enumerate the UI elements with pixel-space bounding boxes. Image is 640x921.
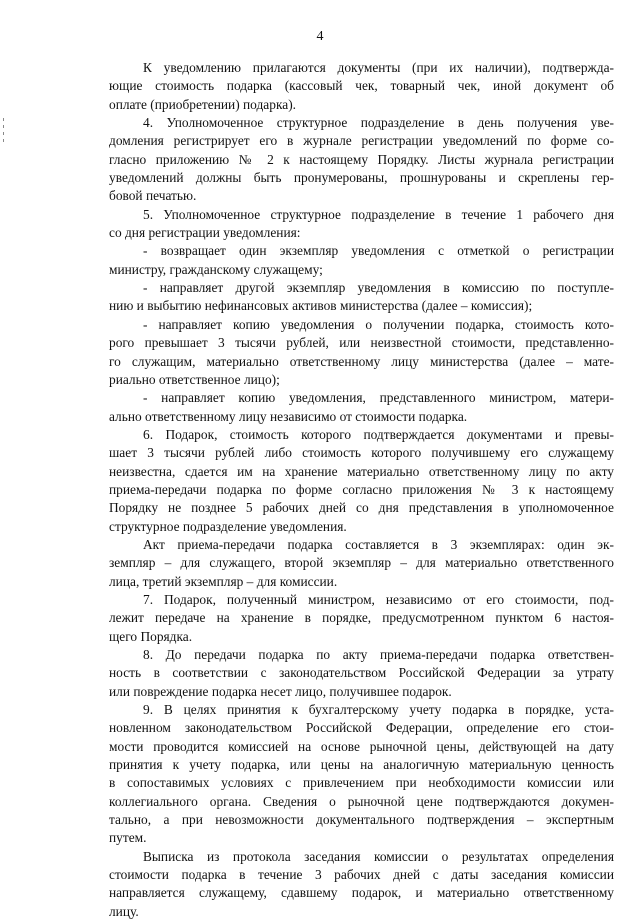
text-line: или повреждение подарка несет лицо, получившее подарок. <box>109 683 452 699</box>
page-number: 4 <box>316 29 324 44</box>
text-line: лицу. <box>109 903 139 919</box>
text-line: структурное подразделение уведомления. <box>109 518 347 534</box>
text-line: гласно приложению № 2 к настоящему Порядку. Листы журнала регистрации <box>109 151 614 167</box>
text-line: лежит передаче на хранение в порядке, предусмотренном пунктом 6 настоя- <box>109 610 614 626</box>
paragraph-first-line: Акт приема-передачи подарка составляется в 3 экземплярах: один эк- <box>143 536 614 552</box>
text-line: стоимости подарка в течение 3 рабочих дней с даты заседания комиссии <box>109 867 614 883</box>
text-line: путем. <box>109 830 147 846</box>
paragraph-first-line: 8. До передачи подарка по акту приема-передачи подарка ответствен- <box>143 647 614 662</box>
text-line: шает 3 тысячи рублей либо стоимость которого получившему его служащему <box>109 445 614 461</box>
text-line: Порядку не позднее 5 рабочих дней со дня представления в уполномоченное <box>109 500 614 516</box>
text-line: риально ответственное лицо); <box>109 371 280 387</box>
paragraph-first-line: 9. В целях принятия к бухгалтерскому учету подарка в порядке, уста- <box>143 702 614 718</box>
text-line: лица, третий экземпляр – для комиссии. <box>109 573 338 589</box>
paragraph-first-line: 5. Уполномоченное структурное подразделение в течение 1 рабочего дня <box>143 206 614 222</box>
paragraph-first-line: - направляет другой экземпляр уведомления в комиссию по поступле- <box>143 280 614 296</box>
paragraph-first-line: К уведомлению прилагаются документы (при их наличии), подтвержда- <box>143 60 614 75</box>
paragraph-first-line: - возвращает один экземпляр уведомления с отметкой о регистрации <box>143 243 614 259</box>
paragraph-first-line: - направляет копию уведомления, представленного министром, матери- <box>143 390 614 406</box>
text-line: новленном законодательством Российской Федерации, определение его стои- <box>109 720 614 736</box>
text-line: направляется служащему, сдавшему подарок, и материально ответственному <box>109 885 614 901</box>
paragraph-first-line: 7. Подарок, полученный министром, независимо от его стоимости, под- <box>143 591 614 607</box>
text-line: бовой печатью. <box>109 188 197 204</box>
paragraph-first-line: 4. Уполномоченное структурное подразделение в день получения уве- <box>143 115 614 131</box>
text-line: ально ответственному лицу независимо от стоимости подарка. <box>109 408 468 424</box>
paragraph-first-line: - направляет копию уведомления о получении подарка, стоимость кото- <box>143 316 614 332</box>
text-line: домления регистрирует его в журнале регистрации уведомлений по форме со- <box>109 133 614 149</box>
text-line: нию и выбытию нефинансовых активов министерства (далее – комиссия); <box>109 298 533 314</box>
scan-margin-marks <box>3 118 5 146</box>
text-line: министру, гражданскому служащему; <box>109 261 323 277</box>
text-line: оплате (приобретении) подарка). <box>109 96 296 112</box>
text-line: го служащим, материально ответственному лицу министерства (далее – мате- <box>109 353 614 369</box>
text-line: ющие стоимость подарка (кассовый чек, товарный чек, иной документ об <box>109 78 614 94</box>
text-line: щего Порядка. <box>109 628 193 644</box>
text-line: приема-передачи подарка по форме согласно приложения № 3 к настоящему <box>109 481 614 497</box>
text-line: принятия к учету подарка, или цены на аналогичную материальную ценность <box>109 757 614 773</box>
text-line: уведомлений должны быть пронумерованы, прошнурованы и скреплены гер- <box>109 170 614 186</box>
text-line: коллегиального органа. Сведения о рыночной цене подтверждаются докумен- <box>109 793 614 809</box>
text-line: ность в соответствии с законодательством Российской Федерации за утрату <box>109 665 614 681</box>
document-body <box>109 59 614 921</box>
text-line: неизвестна, сдается им на хранение материально ответственному лицу по акту <box>109 463 614 479</box>
text-line: со дня регистрации уведомления: <box>109 225 301 241</box>
paragraph-first-line: 6. Подарок, стоимость которого подтверждается документами и превы- <box>143 426 614 442</box>
text-line: в сопоставимых условиях с привлечением при необходимости комиссии или <box>109 775 614 791</box>
text-line: рого превышает 3 тысячи рублей, или неизвестной стоимости, представленно- <box>109 335 614 351</box>
text-line: земпляр – для служащего, второй экземпляр – для материально ответственного <box>109 555 614 571</box>
text-line: тально, а при невозможности документального подтверждения – экспертным <box>109 812 614 828</box>
paragraph-first-line: Выписка из протокола заседания комиссии о результатах определения <box>143 848 614 864</box>
text-line: мости проводится комиссией на основе рыночной цены, действующей на дату <box>109 738 614 754</box>
